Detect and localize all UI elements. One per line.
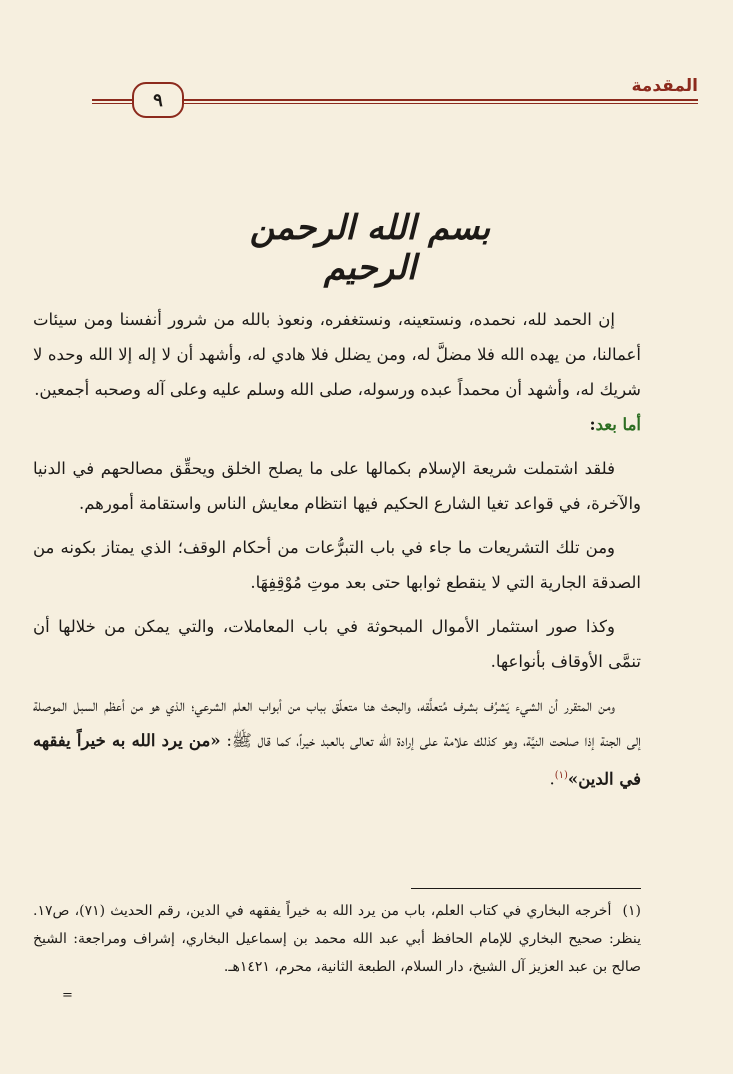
section-heading [33, 407, 641, 442]
footnote [33, 897, 641, 981]
header-rule [172, 99, 698, 104]
footnote-divider [411, 888, 641, 889]
header-rule-left [92, 99, 134, 104]
chapter-title: المقدمة [631, 76, 698, 96]
paragraph: ومن تلك التشريعات ما جاء في باب التبرُّعات من أحكام الوقف؛ الذي يمتاز بكونه من الصدقة الجارية التي لا ينقطع ثوابها حتى بعد موتِ مُوْقِفِهَا. [33, 538, 641, 592]
paragraph: فلقد اشتملت شريعة الإسلام بكمالها على ما يصلح الخلق ويحقِّق مصالحهم في الدنيا والآخرة، في قواعد تغيا الشارع الحكيم فيها انتظام معايش الناس واستقامة أمورهم. [33, 459, 641, 513]
footnote-number: (١) [622, 903, 642, 919]
basmala-calligraphy: بسم الله الرحمن الرحيم [249, 208, 491, 288]
paragraph-opening: إن الحمد لله، نحمده، ونستعينه، ونستغفره، ونعوذ بالله من شرور أنفسنا ومن سيئات أعمالنا، من يهده الله فلا مضلَّ له، ومن يضلل فلا هادي له، وأشهد أن لا إله إلا الله وحده لا شريك له، وأشهد أن محمداً عبده ورسوله، صلى الله وسلم عليه وعلى آله وصحبه أجمعين. [33, 310, 641, 399]
paragraph-text: ومن المتقرر أن الشيء يَشرُف بشرف مُتعلَّقه، والبحث هنا متعلّق بباب من أبواب العلم الشرعي؛ الذي هو من أعظم السبل الموصلة إلى الجنة إذا صلحت النيَّة، وهو كذلك علامة على إرادة الله تعالى بالعبد خيراً، كما قال ﷺ: [33, 696, 641, 750]
main-text [33, 302, 641, 797]
page-number: ٩ [132, 82, 184, 118]
continuation-mark: = [62, 988, 73, 1003]
footnote-text: أخرجه البخاري في كتاب العلم، باب من يرد الله به خيراً يفقهه في الدين، رقم الحديث (٧١)، ص١٧. ينظر: صحيح البخاري للإمام الحافظ أبي عبد الله محمد بن إسماعيل البخاري، إشراف ومراجعة: الشيخ صالح بن عبد العزيز آل الشيخ، دار السلام، الطبعة الثانية، محرم، ١٤٢١هـ. [33, 903, 641, 975]
spacer [33, 442, 641, 451]
footnote-reference[interactable]: (١) [554, 770, 568, 781]
hadith-quote: «من يرد الله به خيراً يفقهه في الدين» [33, 731, 641, 789]
spacer [33, 521, 641, 530]
heading-text: أما بعد [595, 415, 641, 434]
spacer [33, 600, 641, 609]
page-header [92, 76, 698, 120]
paragraph: وكذا صور استثمار الأموال المبحوثة في باب المعاملات، والتي يمكن من خلالها أن تنمَّى الأوقاف بأنواعها. [33, 617, 641, 671]
spacer [33, 679, 641, 688]
paragraph-with-hadith: ومن المتقرر أن الشيء يَشرُف بشرف مُتعلَّقه، والبحث هنا متعلّق بباب من أبواب العلم الشرعي؛ الذي هو من أعظم السبل الموصلة إلى الجنة إذا صلحت النيَّة، وهو كذلك علامة على إرادة الله تعالى بالعبد خيراً، كما قال ﷺ: «من يرد الله به خيراً يفقهه في الدين»$^{(١)}$. [33, 696, 641, 789]
heading-colon: : [589, 415, 596, 434]
